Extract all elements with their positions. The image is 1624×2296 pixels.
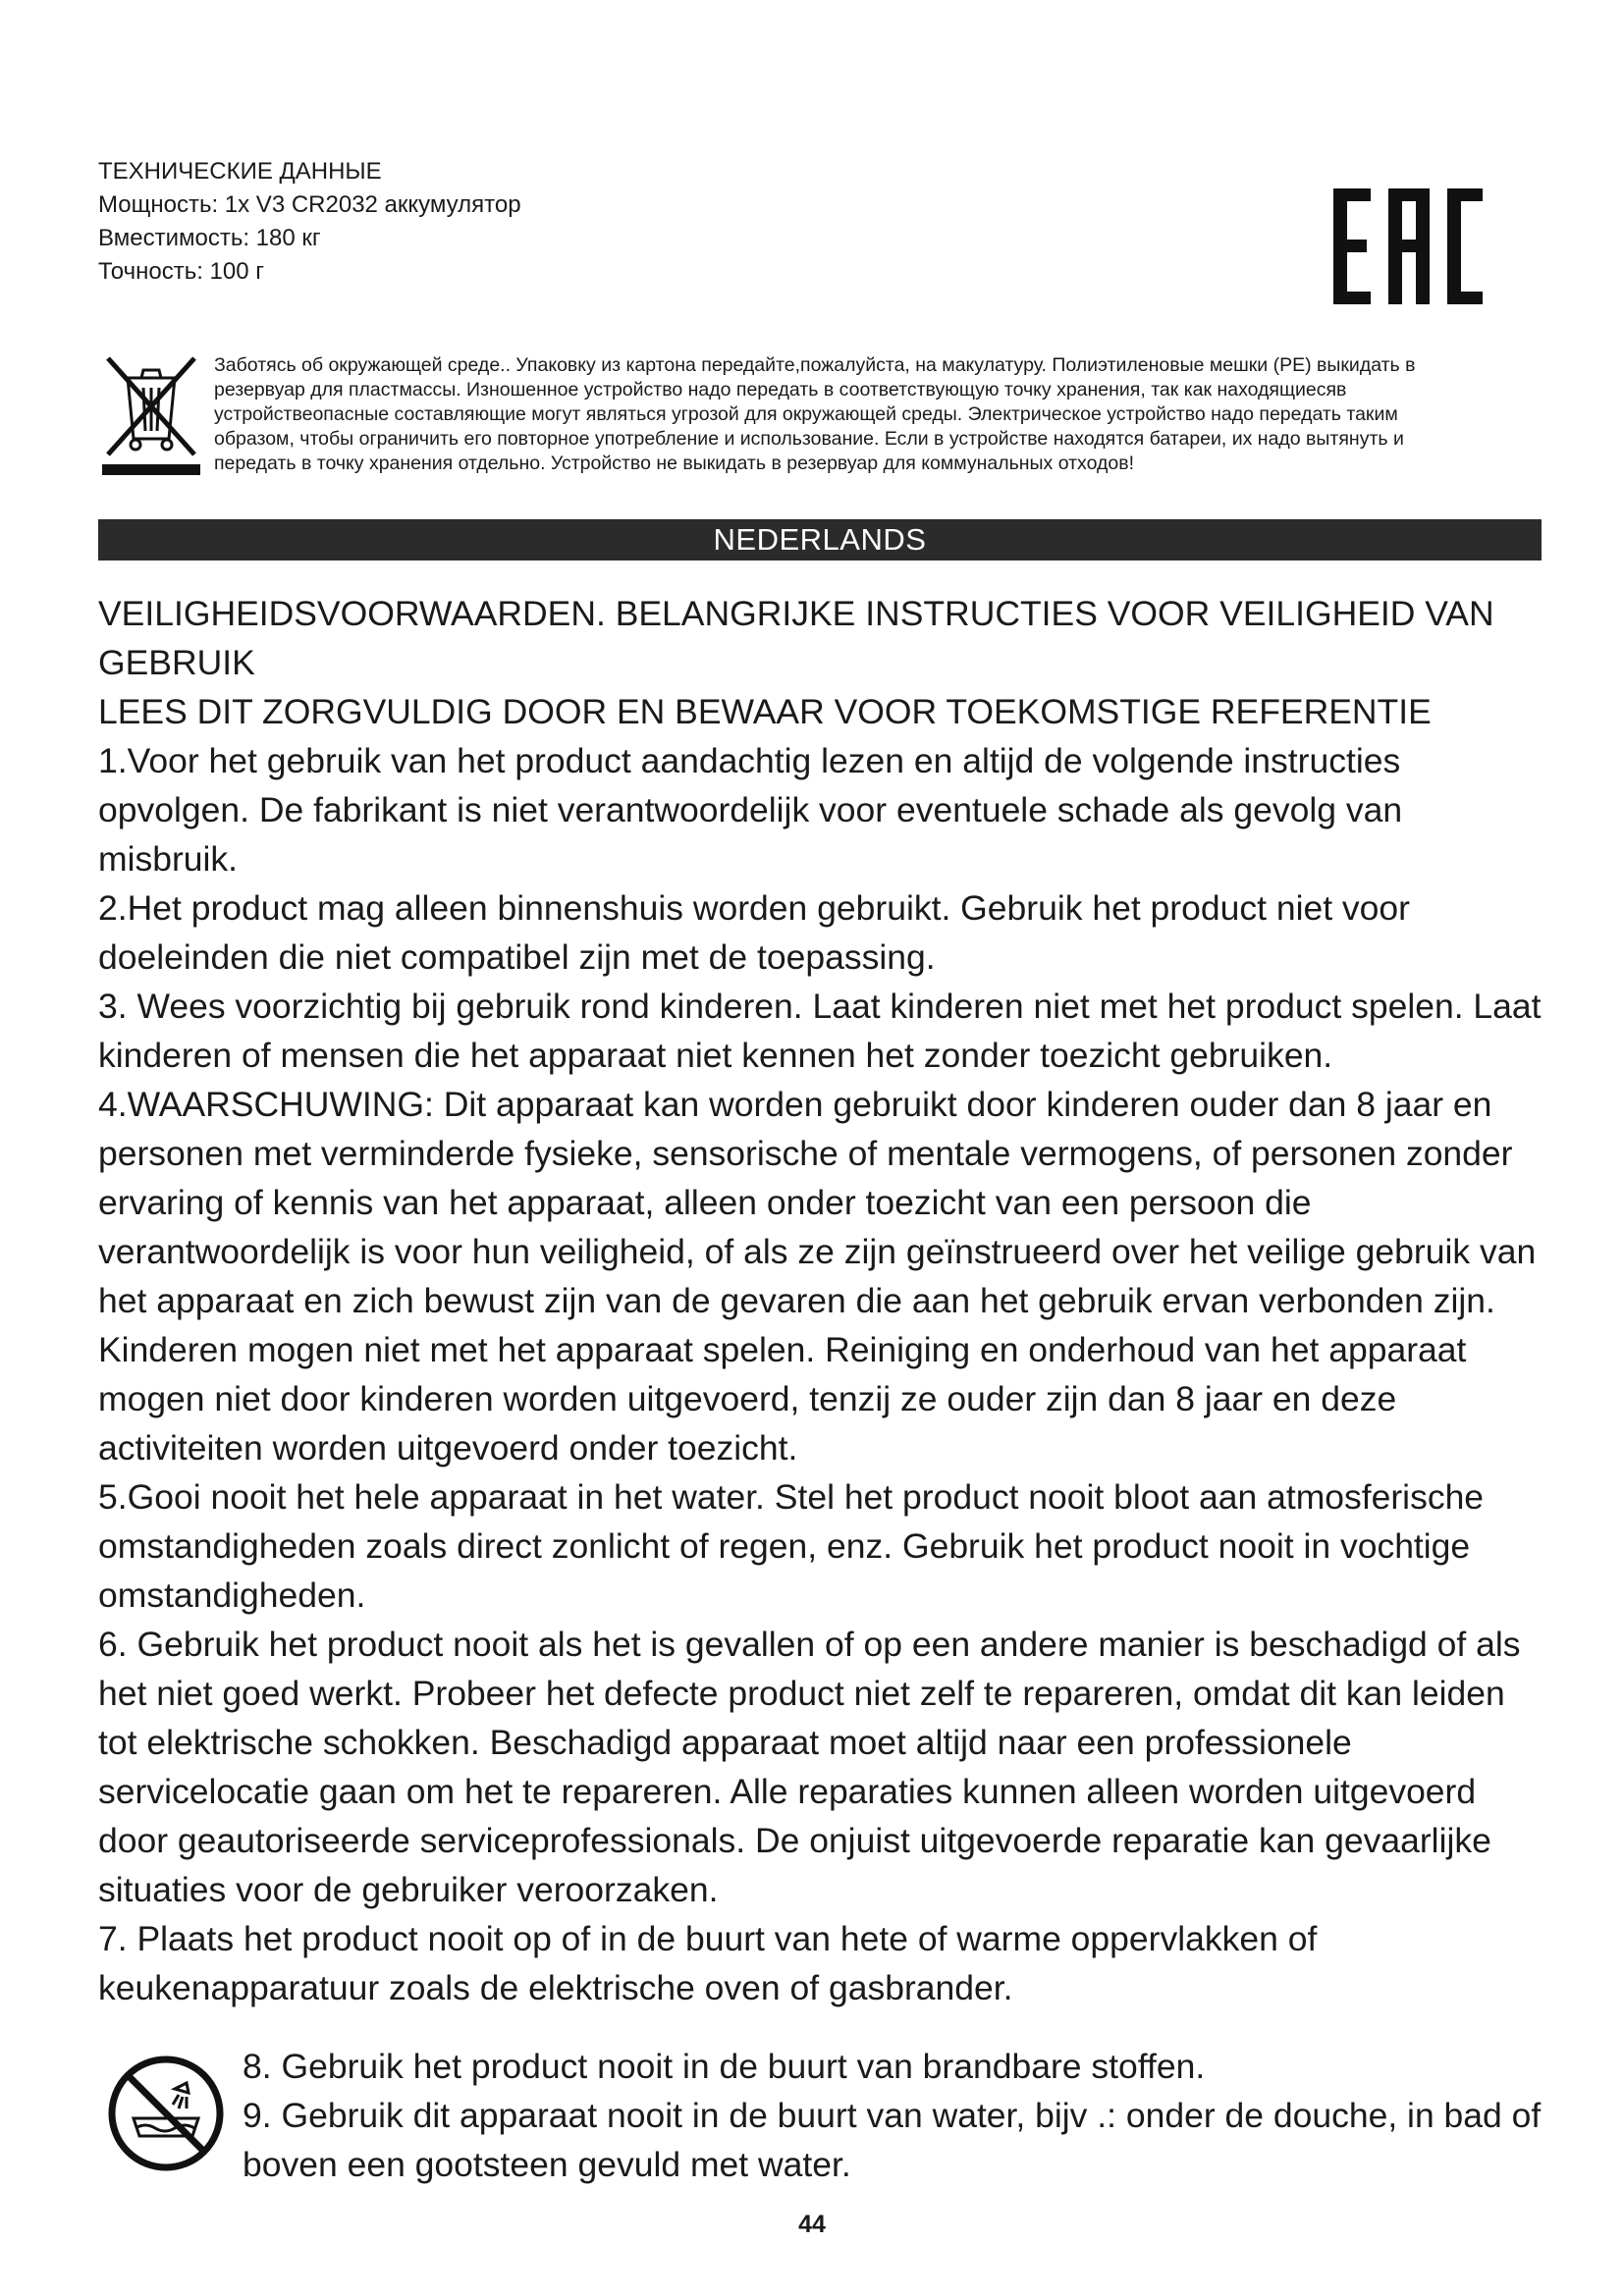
language-section-header: NEDERLANDS — [98, 519, 1542, 561]
instruction-item: 7. Plaats het product nooit op of in de buurt van hete of warme oppervlakken of keukenapparatuur zoals de elektrische oven of gasbrander. — [98, 1919, 1318, 2007]
technical-data-power: Мощность: 1x V3 CR2032 аккумулятор — [98, 191, 521, 218]
instruction-item: 9. Gebruik dit apparaat nooit in de buurt van water, bijv .: onder de douche, in bad of boven een gootsteen gevuld met water. — [243, 2096, 1542, 2184]
instruction-item: 3. Wees voorzichtig bij gebruik rond kinderen. Laat kinderen niet met het product spelen. Laat kinderen of mensen die het apparaat niet kennen het zonder toezicht gebruiken. — [98, 987, 1542, 1075]
environmental-notice-line: Заботясь об окружающей среде.. Упаковку из картона передайте,пожалуйста, на макулатуру. Полиэтиленовые мешки (PE) выкидать в — [214, 354, 1416, 376]
eac-certification-mark — [1333, 188, 1483, 304]
environmental-notice-line: образом, чтобы ограничить его повторное употребление и использование. Если в устройстве находятся батареи, их надо вытянуть и — [214, 428, 1404, 450]
instructions-subtitle: LEES DIT ZORGVULDIG DOOR EN BEWAAR VOOR TOEKOMSTIGE REFERENTIE — [98, 692, 1432, 731]
instructions-with-icon — [243, 2042, 1543, 2189]
instruction-item: 1.Voor het gebruik van het product aandachtig lezen en altijd de volgende instructies opvolgen. De fabrikant is niet verantwoordelijk voor eventuele schade als gevolg van misbruik. — [98, 741, 1403, 879]
environmental-notice-line: устройствеопасные составляющие могут являться угрозой для окружающей среды. Электрическое устройство надо передать таким — [214, 403, 1398, 425]
instructions-title: VEILIGHEIDSVOORWAARDEN. BELANGRIJKE INSTRUCTIES VOOR VEILIGHEID VAN GEBRUIK — [98, 594, 1494, 682]
safety-instructions — [98, 589, 1542, 2012]
environmental-notice — [214, 353, 1510, 476]
instruction-item: 8. Gebruik het product nooit in de buurt van brandbare stoffen. — [243, 2047, 1206, 2086]
environmental-notice-line: передать в точку хранения отдельно. Устройство не выкидать в резервуар для коммунальных отходов! — [214, 453, 1134, 474]
instruction-item: 4.WAARSCHUWING: Dit apparaat kan worden gebruikt door kinderen ouder dan 8 jaar en personen met verminderde fysieke, sensorische of mentale vermogens, of personen zonder ervaring of kennis van het apparaat, alleen onder toezicht van een persoon die verantwoordelijk is voor hun veiligheid, of als ze zijn geïnstrueerd over het veilige gebruik van het apparaat en zich bewust zijn van de gevaren die aan het gebruik ervan verbonden zijn. Kinderen mogen niet met het apparaat spelen. Reiniging en onderhoud van het apparaat mogen niet door kinderen worden uitgevoerd, tenzij ze ouder zijn dan 8 jaar en deze activiteiten worden uitgevoerd onder toezicht. — [98, 1085, 1537, 1468]
technical-data — [98, 155, 521, 289]
instruction-item: 5.Gooi nooit het hele apparaat in het water. Stel het product nooit bloot aan atmosferische omstandigheden zoals direct zonlicht of regen, enz. Gebruik het product nooit in vochtige omstandigheden. — [98, 1477, 1485, 1615]
technical-data-capacity: Вместимость: 180 кг — [98, 225, 321, 251]
technical-data-accuracy: Точность: 100 г — [98, 258, 265, 285]
page-number: 44 — [798, 2211, 826, 2238]
instruction-item: 2.Het product mag alleen binnenshuis worden gebruikt. Gebruik het product niet voor doeleinden die niet compatibel zijn met de toepassing. — [98, 888, 1410, 977]
instruction-item: 6. Gebruik het product nooit als het is gevallen of op een andere manier is beschadigd of als het niet goed werkt. Probeer het defecte product niet zelf te repareren, omdat dit kan leiden tot elektrische schokken. Beschadigd apparaat moet altijd naar een professionele servicelocatie gaan om het te repareren. Alle reparaties kunnen alleen worden uitgevoerd door geautoriseerde serviceprofessionals. De onjuist uitgevoerde reparatie kan gevaarlijke situaties voor de gebruiker veroorzaken. — [98, 1625, 1521, 1909]
environmental-notice-line: резервуар для пластмассы. Изношенное устройство надо передать в соответствующую точку хранения, так как находящиесяв — [214, 379, 1347, 400]
no-water-bath-icon — [106, 2054, 226, 2173]
technical-data-heading: ТЕХНИЧЕСКИЕ ДАННЫЕ — [98, 158, 382, 185]
crossed-out-bin-icon — [98, 348, 204, 476]
